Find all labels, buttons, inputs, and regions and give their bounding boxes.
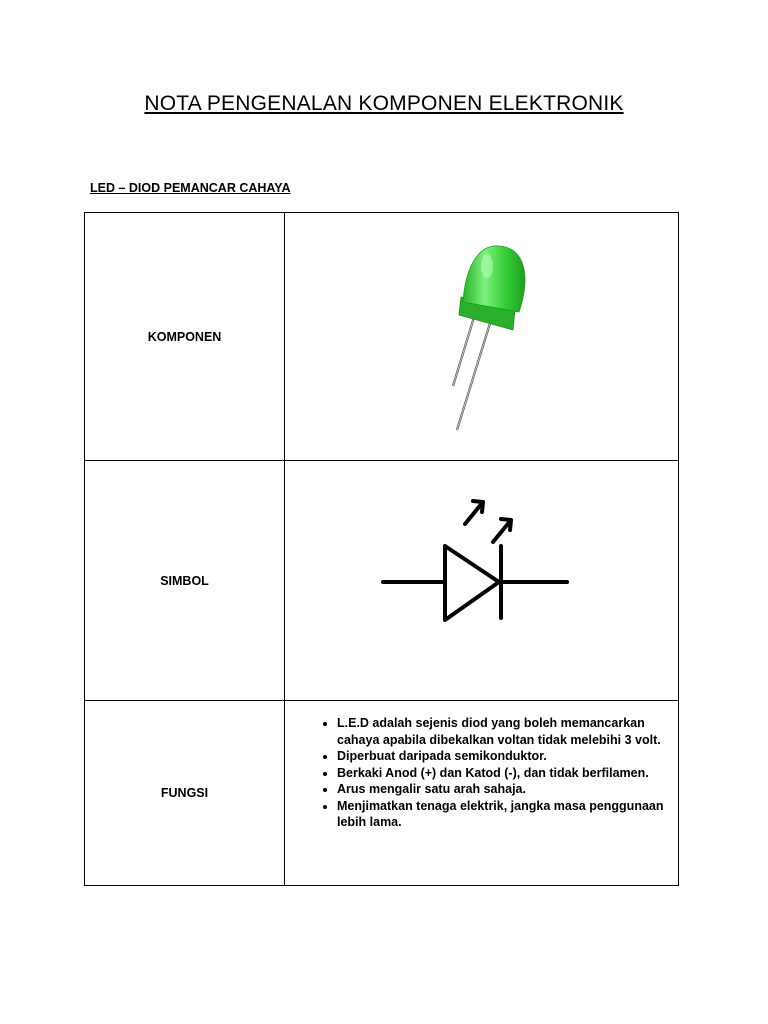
simbol-image-cell: [285, 461, 679, 701]
row-label-komponen: KOMPONEN: [85, 213, 285, 461]
list-item: • Diperbuat daripada semikonduktor.: [337, 748, 668, 765]
led-schematic-symbol: [285, 462, 679, 700]
komponen-image-cell: [285, 213, 679, 461]
row-label-simbol: SIMBOL: [85, 461, 285, 701]
fungsi-list: [285, 715, 668, 831]
green-led-icon: [285, 214, 679, 460]
row-label-fungsi: FUNGSI: [85, 701, 285, 886]
list-item: • Arus mengalir satu arah sahaja.: [337, 781, 668, 798]
list-item: • Berkaki Anod (+) dan Katod (-), dan tidak berfilamen.: [337, 765, 668, 782]
table-row-fungsi: [85, 701, 679, 886]
diode-triangle: [445, 546, 499, 620]
table-row-simbol: [85, 461, 679, 701]
component-table: [84, 212, 679, 886]
list-item: • L.E.D adalah sejenis diod yang boleh memancarkan cahaya apabila dibekalkan voltan tidak melebihi 3 volt.: [337, 715, 668, 748]
fungsi-cell: [285, 701, 679, 886]
led-dome: [463, 245, 525, 311]
table-row-komponen: [85, 213, 679, 461]
list-item: • Menjimatkan tenaga elektrik, jangka masa penggunaan lebih lama.: [337, 798, 668, 831]
page-title: NOTA PENGENALAN KOMPONEN ELEKTRONIK: [144, 92, 624, 115]
section-heading: LED – DIOD PEMANCAR CAHAYA: [90, 181, 291, 195]
